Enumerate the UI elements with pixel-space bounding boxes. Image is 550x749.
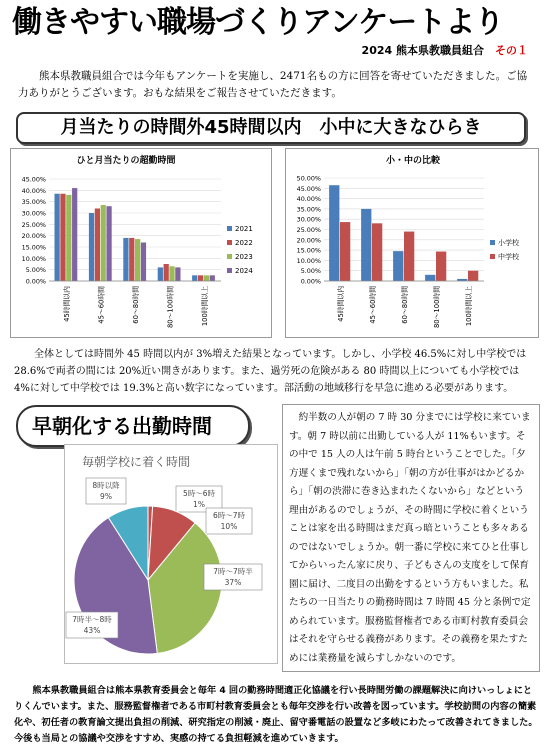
subtitle	[362, 42, 528, 58]
y-tick-label: 20.00%	[296, 236, 321, 245]
arrival-text-box: 約半数の人が朝の 7 時 30 分までには学校に来ています。朝 7 時以前に出勤している人が 11%もいます。その中で 15 人の人は午前 5 時台ということでした。「夕方遅くまで残れないから」「朝の方が仕事がはかどるから」「朝の渋滞に巻き込まれたくないから」などという理由があるのでしょうが、その時間に学校に着くということは家を出る時間はまだ真っ暗ということも多々あるのではないでしょうか。朝一番に学校に来てひと仕事してからいったん家に戻り、子どもさんの支度をして保育園に届け、二度目の出勤をするという方もいました。私たちの一日当たりの勤務時間は 7 時間 45 分と条例で定められています。服務監督権者である市町村教育委員会はそれを守らせる義務があります。その義務を果たすためには業務量を減らすしかないのです。	[282, 404, 540, 672]
overtime-chart-svg	[11, 149, 273, 339]
bar	[95, 208, 100, 281]
legend-swatch	[490, 254, 495, 259]
y-tick-label: 0.00%	[300, 277, 321, 286]
x-tick-label: 100時間以上	[465, 286, 473, 327]
bar	[66, 195, 71, 281]
chart-title: 小・中の比較	[385, 156, 441, 166]
bar	[204, 275, 209, 281]
x-tick-label: 45時間以内	[337, 286, 345, 322]
overtime-paragraph: 全体としては時間外 45 時間以内が 3%増えた結果となっています。しかし、小学校 46.5%に対し中学校では 28.6%で両者の間には 20%近い開きがあります。また、過労死の危険がある 80 時間以上についても小学校では 4%に対して中学校では 19.3%と高い数字になっています。部活動の地域移行を早急に進める必要があります。	[14, 349, 527, 394]
footer-paragraph: 熊本県教職員組合は熊本県教育委員会と毎年 4 回の勤務時間適正化協議を行い長時間労働の課題解決に向けいっしょにとりくんでいます。また、服務監督権者である市町村教育委員会とも毎年交渉を行い改善を図っています。学校訪問の内容の簡素化や、初任者の教育論文提出負担の削減、研究指定の削減・廃止、留守番電話の設置など多岐にわたって改善されてきました。今後も当局との協議や交渉をすすめ、実感の持てる負担軽減を進めていきます。	[14, 685, 538, 744]
slice-percent: 43%	[83, 626, 101, 635]
overtime-chart	[10, 148, 272, 338]
x-tick-label: 80～100時間	[433, 286, 441, 329]
y-tick-label: 0.00%	[25, 277, 46, 286]
part-label: その１	[495, 44, 528, 57]
legend-label: 2023	[235, 253, 253, 261]
x-tick-label: 80～100時間	[166, 286, 175, 329]
slice-label: 6時～7時	[212, 511, 246, 520]
y-tick-label: 25.00%	[21, 220, 46, 229]
legend-swatch	[490, 240, 495, 245]
arrival-time-pie-svg	[64, 444, 278, 664]
slice-percent: 1%	[193, 500, 205, 509]
section-heading-arrival: 早朝化する出勤時間	[16, 405, 250, 447]
legend-swatch	[227, 254, 232, 259]
x-tick-label: 45～60時間	[97, 286, 106, 324]
slice-percent: 10%	[220, 522, 238, 531]
intro-paragraph: 熊本県教職員組合では今年もアンケートを実施し、2471名もの方に回答を寄せていただきました。ご協力ありがとうございます。おもな結果をご報告させていただきます。	[18, 70, 528, 99]
school-comparison-chart	[285, 148, 539, 338]
y-tick-label: 15.00%	[21, 243, 46, 252]
bar	[60, 194, 65, 281]
bar	[129, 238, 134, 281]
bar	[89, 213, 94, 281]
bar	[55, 194, 60, 281]
y-tick-label: 45.00%	[21, 175, 46, 184]
slice-percent: 37%	[224, 578, 242, 587]
bar	[123, 238, 128, 281]
y-tick-label: 20.00%	[21, 232, 46, 241]
bar	[158, 267, 163, 281]
chart-title: 毎朝学校に着く時間	[82, 455, 191, 469]
organization-label: 2024 熊本県教職員組合	[361, 44, 484, 57]
legend-swatch	[227, 268, 232, 273]
bar	[164, 264, 169, 281]
y-tick-label: 5.00%	[300, 267, 321, 276]
bar	[198, 275, 203, 281]
school-comparison-chart-svg	[286, 149, 540, 339]
main-title: 働きやすい職場づくりアンケートより	[12, 5, 504, 40]
bar	[175, 267, 180, 281]
x-tick-label: 60～80時間	[401, 286, 409, 324]
bar	[468, 271, 478, 281]
bar	[329, 185, 339, 281]
bar	[101, 205, 106, 281]
y-tick-label: 50.00%	[296, 174, 321, 183]
chart-title: ひと月当たりの超勤時間	[76, 156, 176, 166]
legend-label: 2021	[235, 225, 253, 233]
bar	[404, 232, 414, 281]
bar	[361, 209, 371, 281]
bar	[106, 206, 111, 281]
y-tick-label: 5.00%	[25, 266, 46, 275]
slice-label: 8時以降	[92, 481, 120, 490]
legend-label: 2024	[235, 267, 253, 275]
y-tick-label: 45.00%	[296, 184, 321, 193]
slice-label: 7時～7時半	[213, 567, 253, 576]
slice-label: 7時半～8時	[72, 615, 112, 624]
y-tick-label: 30.00%	[296, 215, 321, 224]
bar	[372, 223, 382, 281]
y-tick-label: 35.00%	[296, 205, 321, 214]
x-tick-label: 60～80時間	[132, 286, 140, 324]
y-tick-label: 40.00%	[296, 195, 321, 204]
x-tick-label: 45時間以内	[63, 286, 72, 322]
y-tick-label: 15.00%	[296, 246, 321, 255]
bar	[425, 275, 435, 281]
y-tick-label: 10.00%	[296, 256, 321, 265]
section-heading-overtime: 月当たりの時間外45時間以内 小中に大きなひらき	[16, 112, 526, 144]
bar	[192, 275, 197, 281]
bar	[393, 251, 403, 281]
bar	[72, 188, 77, 281]
slice-label: 5時～6時	[182, 489, 216, 498]
bar	[340, 222, 350, 281]
y-tick-label: 10.00%	[21, 254, 46, 263]
arrival-time-pie-chart	[64, 444, 278, 664]
y-tick-label: 30.00%	[21, 209, 46, 218]
bar	[169, 266, 174, 281]
y-tick-label: 40.00%	[21, 186, 46, 195]
y-tick-label: 35.00%	[21, 198, 46, 207]
y-tick-label: 25.00%	[296, 226, 321, 234]
legend-swatch	[227, 226, 232, 231]
legend-label: 小学校	[498, 239, 519, 247]
bar	[141, 242, 146, 281]
bar	[436, 252, 446, 281]
x-tick-label: 100時間以上	[200, 286, 209, 327]
legend-label: 中学校	[498, 253, 519, 261]
legend-label: 2022	[235, 239, 253, 247]
bar	[210, 275, 215, 281]
legend-swatch	[227, 240, 232, 245]
slice-percent: 9%	[100, 492, 112, 501]
bar	[135, 239, 140, 281]
x-tick-label: 45～60時間	[369, 286, 377, 324]
